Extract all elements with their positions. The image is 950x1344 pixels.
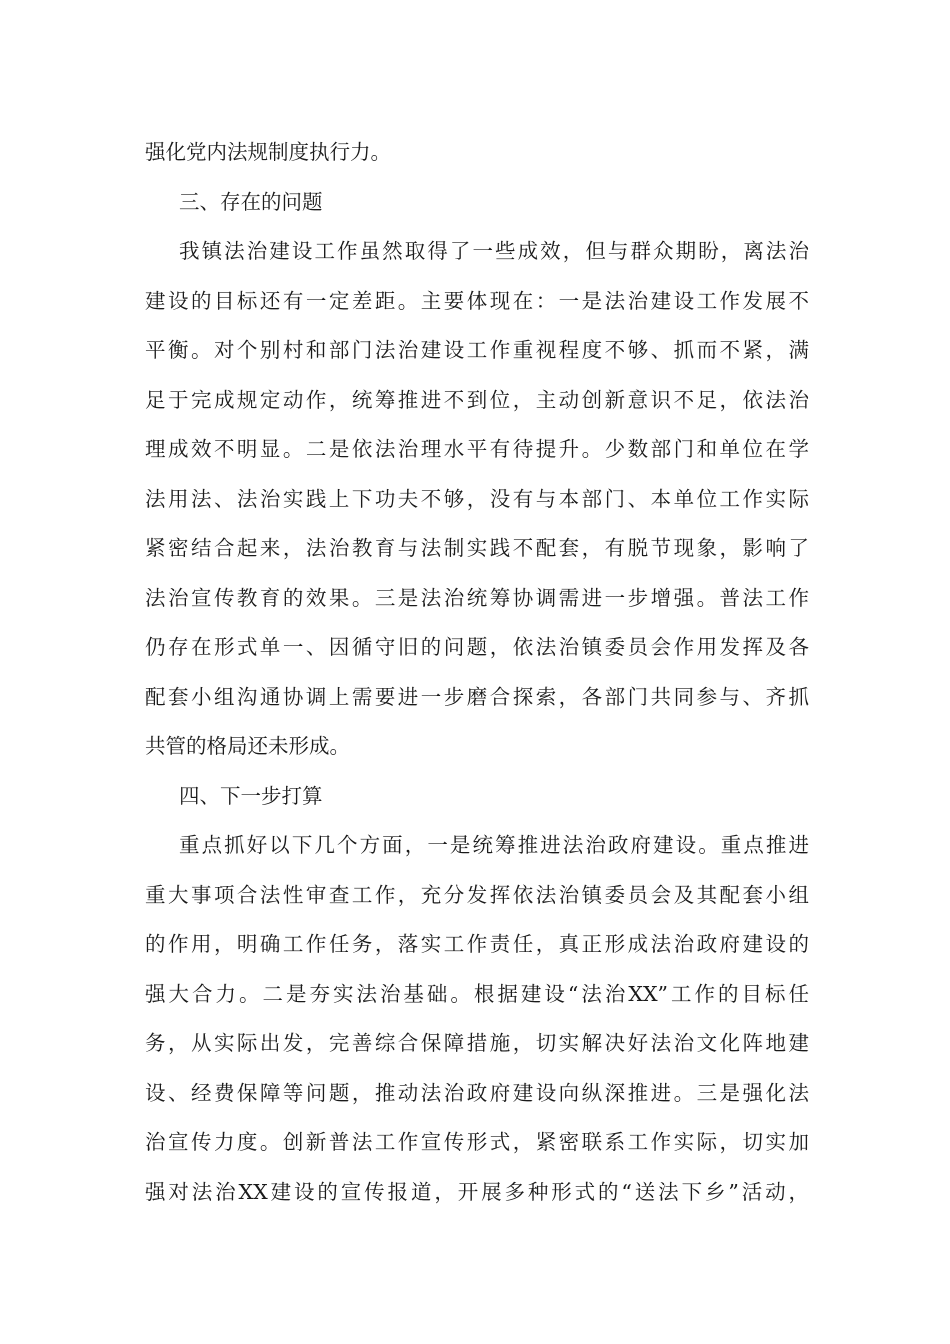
paragraph-line: 平衡。对个别村和部门法治建设工作重视程度不够、抓而不紧，满	[145, 338, 809, 362]
paragraph-line: 设、经费保障等问题，推动法治政府建设向纵深推进。三是强化法	[145, 1080, 809, 1105]
paragraph-line: 治宣传力度。创新普法工作宣传形式，紧密联系工作实际，切实加	[145, 1130, 809, 1154]
paragraph-line: 重大事项合法性审查工作，充分发挥依法治镇委员会及其配套小组	[145, 882, 809, 907]
paragraph-line: 重点抓好以下几个方面，一是统筹推进法治政府建设。重点推进	[179, 833, 809, 857]
paragraph-line: 强对法治XX建设的宣传报道，开展多种形式的“送法下乡”活动，	[145, 1179, 809, 1204]
continuation-line: 强化党内法规制度执行力。	[145, 140, 391, 164]
paragraph-line: 建设的目标还有一定差距。主要体现在：一是法治建设工作发展不	[145, 288, 809, 313]
paragraph-line: 法用法、法治实践上下功夫不够，没有与本部门、本单位工作实际	[145, 486, 809, 511]
paragraph-line: 法治宣传教育的效果。三是法治统筹协调需进一步增强。普法工作	[145, 585, 809, 610]
paragraph-line: 仍存在形式单一、因循守旧的问题，依法治镇委员会作用发挥及各	[145, 635, 809, 659]
paragraph-line: 务，从实际出发，完善综合保障措施，切实解决好法治文化阵地建	[145, 1031, 809, 1055]
paragraph-line: 紧密结合起来，法治教育与法制实践不配套，有脱节现象，影响了	[145, 536, 809, 560]
section-heading-next-steps: 四、下一步打算	[179, 783, 323, 808]
section-heading-problems: 三、存在的问题	[179, 189, 323, 214]
paragraph-line: 理成效不明显。二是依法治理水平有待提升。少数部门和单位在学	[145, 437, 809, 461]
paragraph-line: 的作用，明确工作任务，落实工作责任，真正形成法治政府建设的	[145, 932, 809, 956]
paragraph-line: 配套小组沟通协调上需要进一步磨合探索，各部门共同参与、齐抓	[145, 684, 809, 709]
paragraph-line: 足于完成规定动作，统筹推进不到位，主动创新意识不足，依法治	[145, 387, 809, 412]
paragraph-line: 我镇法治建设工作虽然取得了一些成效，但与群众期盼，离法治	[179, 239, 809, 263]
paragraph-line: 共管的格局还未形成。	[145, 734, 350, 758]
paragraph-line: 强大合力。二是夯实法治基础。根据建设“法治XX”工作的目标任	[145, 981, 809, 1006]
document-body	[145, 128, 809, 1217]
